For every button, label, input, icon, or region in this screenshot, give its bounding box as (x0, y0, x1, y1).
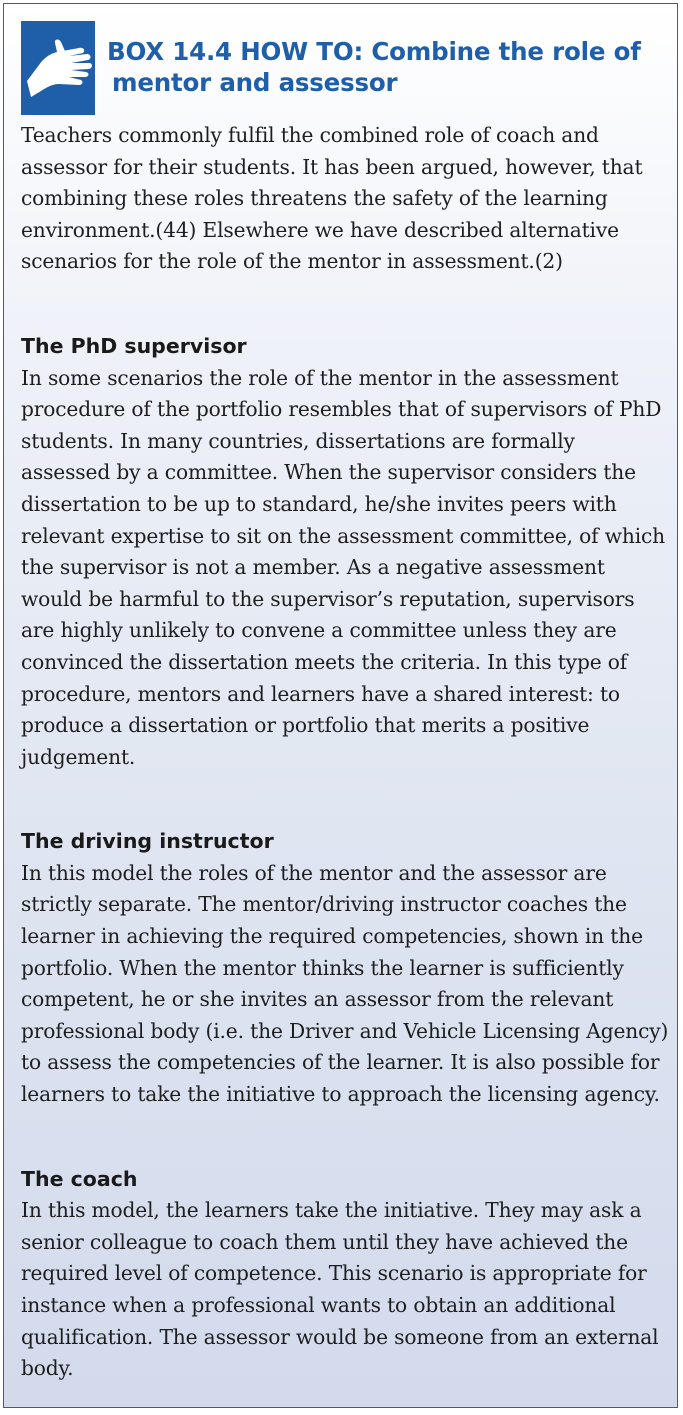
section-body-phd-supervisor: In some scenarios the role of the mentor in the assessment procedure of the portfolio resembles that of supervisors of PhD students. In many countries, dissertations are formally assessed by a committee. When the supervisor considers the dissertation to be up to standard, he/she invites peers with relevant expertise to sit on the assessment committee, of which the supervisor is not a member. As a negative assessment would be harmful to the supervisor’s reputation, supervisors are highly unlikely to convene a committee unless they are convinced the dissertation meets the criteria. In this type of procedure, mentors and learners have a shared interest: to produce a dissertation or portfolio that merits a positive judgement. (21, 365, 666, 769)
section-heading-coach: The coach (21, 1166, 138, 1191)
box-content (21, 120, 669, 1385)
section-heading-phd-supervisor: The PhD supervisor (21, 333, 247, 358)
title-line-1: BOX 14.4 HOW TO: Combine the role of (107, 37, 641, 66)
how-to-box (3, 3, 678, 1408)
intro-paragraph: Teachers commonly fulfil the combined role of coach and assessor for their students. It has been argued, however, that combining these roles threatens the safety of the learning environment.(44) Elsewhere we have described alternative scenarios for the role of the mentor in assessment.(2) (21, 123, 643, 274)
hand-icon (21, 21, 95, 115)
section-body-coach: In this model, the learners take the initiative. They may ask a senior colleague to coach them until they have achieved the required level of competence. This scenario is appropriate for instance when a professional wants to obtain an additional qualification. The assessor would be someone from an external body. (21, 1198, 659, 1381)
section-heading-driving-instructor: The driving instructor (21, 829, 274, 854)
box-header (21, 21, 671, 117)
section-body-driving-instructor: In this model the roles of the mentor and the assessor are strictly separate. The mentor/driving instructor coaches the learner in achieving the required competencies, shown in the portfolio. When the mentor thinks the learner is sufficiently competent, he or she invites an assessor from the relevant professional body (i.e. the Driver and Vehicle Licensing Agency) to assess the competencies of the learner. It is also possible for learners to take the initiative to approach the licensing agency. (21, 860, 669, 1107)
box-title (107, 36, 667, 98)
title-line-2: mentor and assessor (112, 68, 398, 97)
